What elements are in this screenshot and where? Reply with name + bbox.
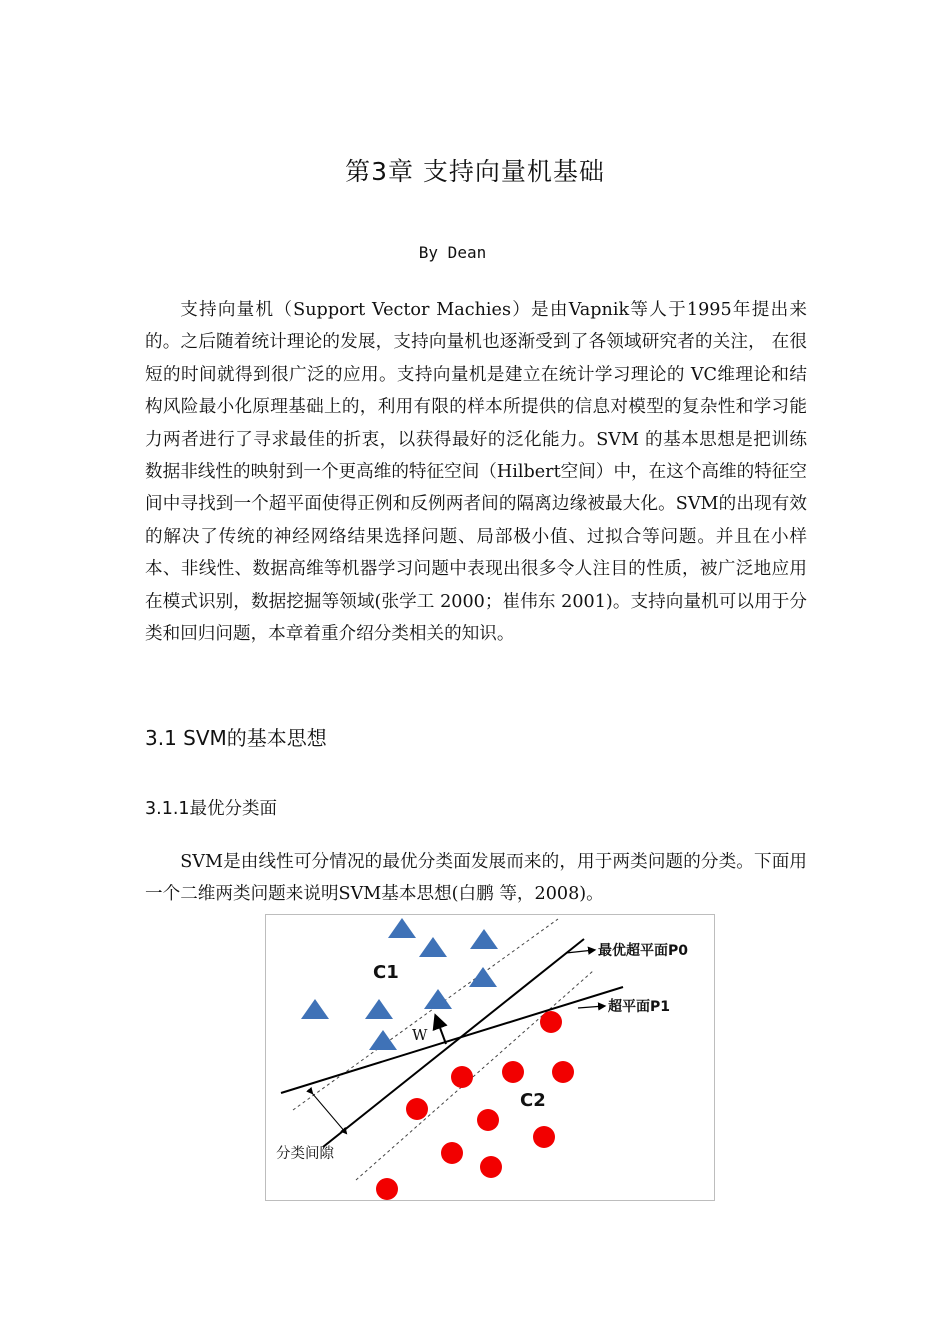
w-label: W [412,1026,428,1044]
triangle-point [369,1030,397,1050]
class-c1-label: C1 [373,962,399,983]
triangle-point [388,918,416,938]
optimal-hyperplane-label: 最优超平面P0 [598,943,689,959]
subsection-heading: 3.1.1最优分类面 [145,799,278,819]
circle-point [540,1011,562,1033]
triangle-point [419,937,447,957]
circle-point [533,1126,555,1148]
circle-point [502,1061,524,1083]
circle-point [441,1142,463,1164]
circle-point [552,1061,574,1083]
triangle-point [365,999,393,1019]
intro-paragraph: 支持向量机（Support Vector Machies）是由Vapnik等人于1995年提出来的。之后随着统计理论的发展，支持向量机也逐渐受到了各领域研究者的关注， 在很短的时间就得到很广泛的应用。支持向量机是建立在统计学习理论的 VC维理论和结构风险最小化原理基础上的，利用有限的样本所提供的信息对模型的复杂性和学习能力两者进行了寻求最佳的折衷，以获得最好的泛化能力。SVM 的基本思想是把训练数据非线性的映射到一个更高维的特征空间（Hilbert空间）中，在这个高维的特征空间中寻找到一个超平面使得正例和反例两者间的隔离边缘被最大化。SVM的出现有效的解决了传统的神经网络结果选择问题、局部极小值、过拟合等问题。并且在小样本、非线性、数据高维等机器学习问题中表现出很多令人注目的性质，被广泛地应用在模式识别，数据挖掘等领域(张学工 2000；崔伟东 2001)。支持向量机可以用于分类和回归问题，本章着重介绍分类相关的知识。 [145,300,807,645]
triangle-point [424,989,452,1009]
triangle-point [469,967,497,987]
w-vector-arrow [436,1017,446,1044]
chapter-title: 第3章 支持向量机基础 [345,157,605,186]
p1-label-arrow [578,1006,604,1008]
circle-point [376,1178,398,1200]
class-c2-label: C2 [520,1090,546,1111]
svm-diagram [265,914,715,1201]
hyperplane-label: 超平面P1 [608,999,671,1015]
triangle-point [470,929,498,949]
margin-label: 分类间隙 [276,1146,334,1162]
svm-diagram-canvas [266,915,714,1200]
circle-point [480,1156,502,1178]
author-byline: By Dean [418,243,487,262]
margin-arrow [312,1093,346,1133]
circle-point [451,1066,473,1088]
circle-point [477,1109,499,1131]
circle-point [406,1098,428,1120]
subsection-paragraph: SVM是由线性可分情况的最优分类面发展而来的，用于两类问题的分类。下面用一个二维两类问题来说明SVM基本思想(白鹏 等，2008)。 [145,852,807,905]
optimal-hyperplane-p0 [323,939,584,1147]
section-heading: 3.1 SVM的基本思想 [145,726,327,750]
triangle-point [301,999,329,1019]
